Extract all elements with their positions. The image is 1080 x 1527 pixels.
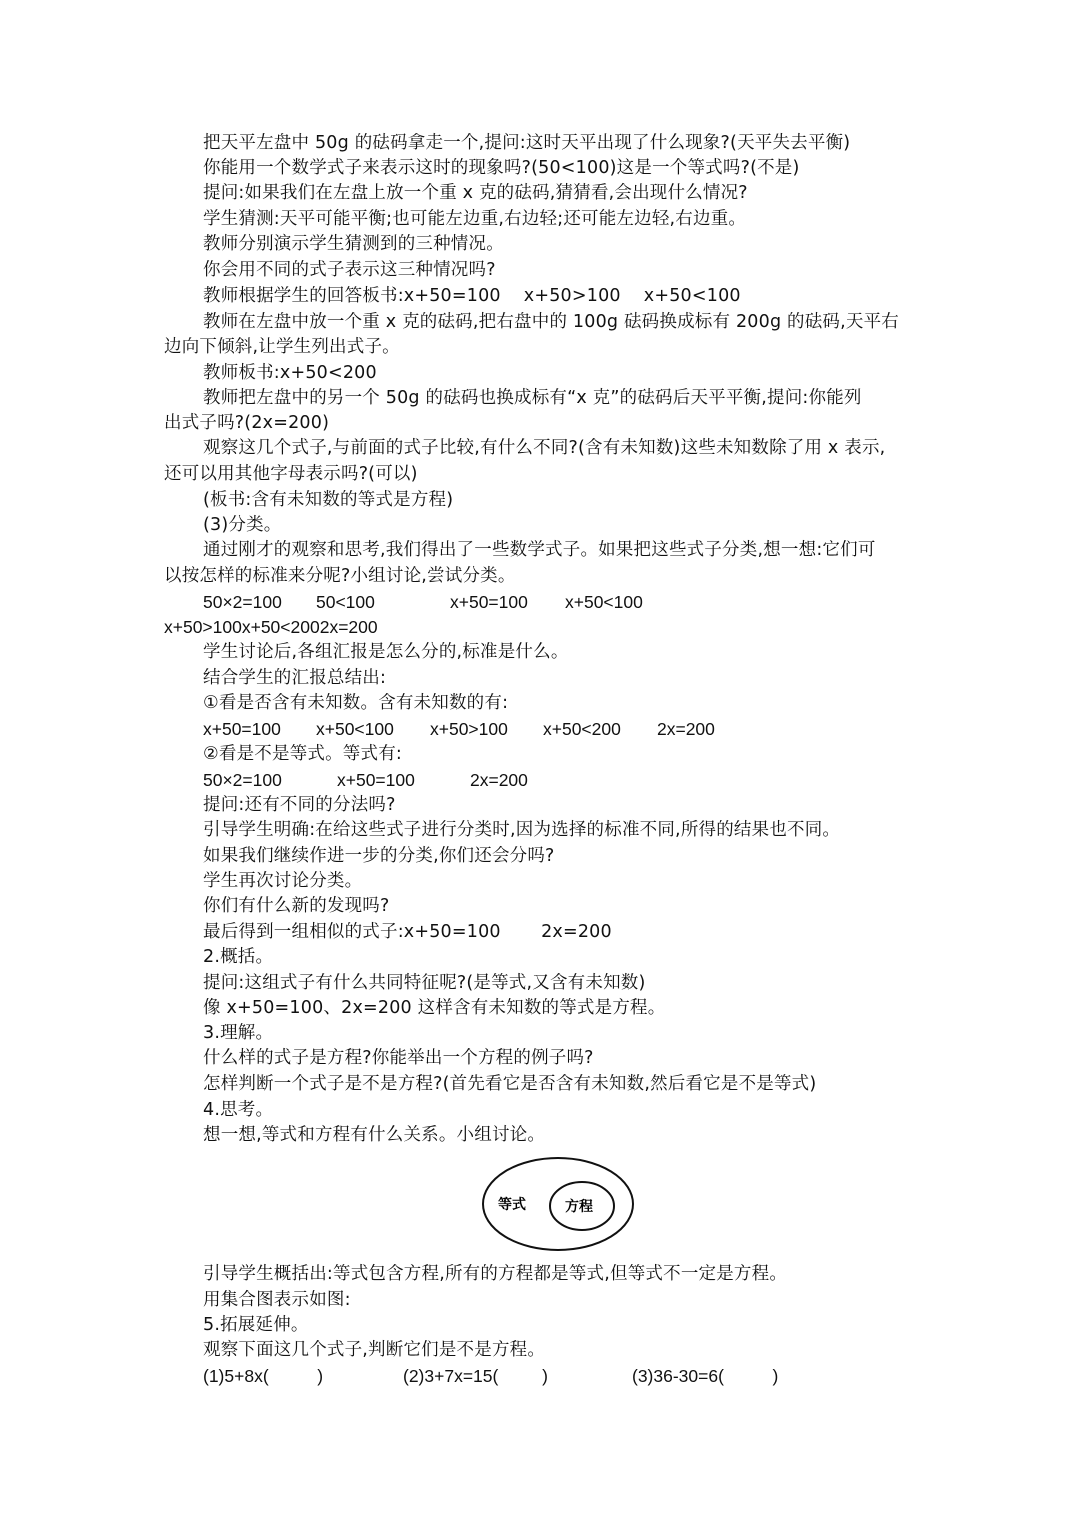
text-line: 用集合图表示如图:	[203, 1290, 351, 1310]
text-line: 提问:如果我们在左盘上放一个重 x 克的砝码,猜猜看,会出现什么情况?	[203, 183, 748, 203]
outer-set-label: 等式	[498, 1197, 526, 1213]
text-line: 教师根据学生的回答板书:x+50=100 x+50>100 x+50<100	[203, 286, 741, 306]
text-line: 引导学生概括出:等式包含方程,所有的方程都是等式,但等式不一定是方程。	[203, 1264, 788, 1284]
text-line: 结合学生的汇报总结出:	[203, 668, 387, 688]
formula: x+50<100	[316, 719, 394, 739]
formula: 50<100	[316, 592, 375, 612]
formula: x+50>100	[430, 719, 508, 739]
text-line: (3)分类。	[203, 515, 282, 535]
text-line: 如果我们继续作进一步的分类,你们还会分吗?	[203, 846, 555, 866]
text-line: 5.拓展延伸。	[203, 1315, 309, 1335]
formula: 50×2=100	[203, 592, 282, 612]
text-line: 教师分别演示学生猜测到的三种情况。	[203, 234, 504, 254]
formula: x+50=100	[450, 592, 528, 612]
text-line: 引导学生明确:在给这些式子进行分类时,因为选择的标准不同,所得的结果也不同。	[203, 820, 841, 840]
text-line: 通过刚才的观察和思考,我们得出了一些数学式子。如果把这些式子分类,想一想:它们可	[203, 540, 876, 560]
text-line: 提问:这组式子有什么共同特征呢?(是等式,又含有未知数)	[203, 973, 646, 993]
text-line: 想一想,等式和方程有什么关系。小组讨论。	[203, 1125, 546, 1145]
text-line: 你会用不同的式子表示这三种情况吗?	[203, 260, 496, 280]
text-line: 边向下倾斜,让学生列出式子。	[164, 337, 400, 357]
text-line: 教师在左盘中放一个重 x 克的砝码,把右盘中的 100g 砝码换成标有 200g 的砝码,天平右	[203, 312, 899, 332]
exercise-item: (2)3+7x=15( )	[403, 1366, 548, 1386]
inner-set-label: 方程	[565, 1199, 593, 1215]
text-line: 3.理解。	[203, 1023, 274, 1043]
formula: x+50=100	[337, 770, 415, 790]
text-line: 像 x+50=100、2x=200 这样含有未知数的等式是方程。	[203, 998, 666, 1018]
text-line: ①看是否含有未知数。含有未知数的有:	[203, 693, 509, 713]
text-line: 学生讨论后,各组汇报是怎么分的,标准是什么。	[203, 642, 569, 662]
text-line: 出式子吗?(2x=200)	[164, 413, 330, 433]
text-line: 你们有什么新的发现吗?	[203, 896, 390, 916]
text-line: 观察下面这几个式子,判断它们是不是方程。	[203, 1340, 546, 1360]
exercise-item: (1)5+8x( )	[203, 1366, 324, 1386]
formula: 2x=200	[470, 770, 528, 790]
formula: 2x=200	[657, 719, 715, 739]
formula: x+50>100x+50<2002x=200	[164, 617, 378, 637]
text-line: 提问:还有不同的分法吗?	[203, 795, 396, 815]
text-line: ②看是不是等式。等式有:	[203, 744, 402, 764]
formula: 50×2=100	[203, 770, 282, 790]
text-line: 最后得到一组相似的式子:x+50=100 2x=200	[203, 922, 612, 942]
text-line: 学生猜测:天平可能平衡;也可能左边重,右边轻;还可能左边轻,右边重。	[203, 209, 747, 229]
text-line: 学生再次讨论分类。	[203, 871, 363, 891]
text-line: 2.概括。	[203, 947, 274, 967]
formula: x+50<100	[565, 592, 643, 612]
text-line: 教师把左盘中的另一个 50g 的砝码也换成标有“x 克”的砝码后天平平衡,提问:你能列	[203, 388, 862, 408]
text-line: 怎样判断一个式子是不是方程?(首先看它是否含有未知数,然后看它是不是等式)	[203, 1074, 817, 1094]
text-line: 以按怎样的标准来分呢?小组讨论,尝试分类。	[164, 566, 516, 586]
formula: x+50<200	[543, 719, 621, 739]
text-line: 什么样的式子是方程?你能举出一个方程的例子吗?	[203, 1048, 594, 1068]
text-line: (板书:含有未知数的等式是方程)	[203, 490, 454, 510]
text-line: 你能用一个数学式子来表示这时的现象吗?(50<100)这是一个等式吗?(不是)	[203, 158, 800, 178]
exercise-item: (3)36-30=6( )	[632, 1366, 779, 1386]
text-line: 还可以用其他字母表示吗?(可以)	[164, 464, 418, 484]
formula: x+50=100	[203, 719, 281, 739]
text-line: 教师板书:x+50<200	[203, 363, 377, 383]
text-line: 观察这几个式子,与前面的式子比较,有什么不同?(含有未知数)这些未知数除了用 x 表示,	[203, 438, 886, 458]
text-line: 4.思考。	[203, 1100, 274, 1120]
set-diagram	[480, 1155, 640, 1255]
text-line: 把天平左盘中 50g 的砝码拿走一个,提问:这时天平出现了什么现象?(天平失去平衡)	[203, 133, 851, 153]
